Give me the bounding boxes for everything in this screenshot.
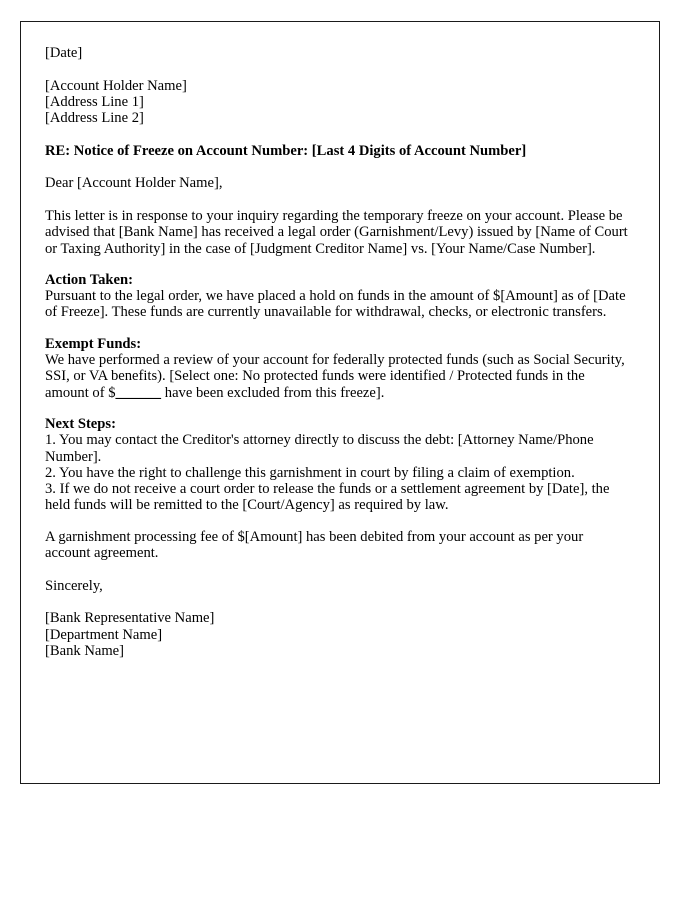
- exempt-funds-text-after-blank: have been excluded from this freeze].: [161, 384, 385, 401]
- document-page-border: [20, 21, 660, 784]
- recipient-name: [Account Holder Name]: [45, 77, 187, 94]
- section-body-action-taken: Pursuant to the legal order, we have placed a hold on funds in the amount of $[Amount] as of [Date of Freeze]. These funds are currently unavailable for withdrawal, checks, or electronic transfers.: [45, 288, 626, 321]
- spacer: [45, 321, 631, 336]
- recipient-address-line-1: [Address Line 1]: [45, 93, 144, 110]
- fee-paragraph: A garnishment processing fee of $[Amount] has been debited from your account as per your account agreement.: [45, 528, 584, 562]
- spacer: [45, 126, 631, 142]
- spacer: [45, 561, 631, 577]
- spacer: [45, 401, 631, 416]
- salutation: Dear [Account Holder Name],: [45, 175, 223, 192]
- signature-department-name: [Department Name]: [45, 626, 163, 643]
- section-exempt-funds: [45, 336, 631, 401]
- spacer: [45, 61, 631, 77]
- signature-representative-name: [Bank Representative Name]: [45, 610, 215, 627]
- spacer: [45, 514, 631, 529]
- next-steps-item: 3. If we do not receive a court order to release the funds or a settlement agreement by [Date], the held funds will be remitted to the [Court/Agency] as required by law.: [45, 481, 610, 514]
- date-placeholder: [Date]: [45, 45, 83, 61]
- section-heading-next-steps: Next Steps:: [45, 415, 116, 432]
- recipient-address-line-2: [Address Line 2]: [45, 110, 144, 127]
- letter-body: [45, 45, 631, 659]
- closing-salutation: Sincerely,: [45, 577, 103, 594]
- exempt-funds-text-before-blank: We have performed a review of your account for federally protected funds (such as Social Security, SSI, or VA benefits). [Select one: No protected funds were identified / Protected funds in the amount of $: [45, 352, 625, 401]
- signature-bank-name: [Bank Name]: [45, 642, 125, 659]
- section-body-exempt-funds: [45, 352, 631, 401]
- spacer: [45, 159, 631, 175]
- spacer: [45, 594, 631, 610]
- intro-paragraph: This letter is in response to your inquiry regarding the temporary freeze on your account. Please be advised that [Bank Name] has received a legal order (Garnishment/Levy) issued by [Name of Court or Taxing Authority] in the case of [Judgment Creditor Name] vs. [Your Name/Case Number].: [45, 207, 628, 257]
- next-steps-item: 1. You may contact the Creditor's attorney directly to discuss the debt: [Attorney Name/Phone Number].: [45, 432, 594, 465]
- section-heading-action-taken: Action Taken:: [45, 271, 133, 288]
- spacer: [45, 192, 631, 208]
- spacer: [45, 257, 631, 272]
- recipient-address-block: [45, 78, 631, 127]
- signature-block: [45, 610, 631, 659]
- next-steps-item: 2. You have the right to challenge this garnishment in court by filing a claim of exemption.: [45, 464, 575, 481]
- section-heading-exempt-funds: Exempt Funds:: [45, 335, 142, 352]
- section-action-taken: [45, 272, 631, 321]
- exempt-amount-blank-field[interactable]: ______: [115, 384, 162, 401]
- subject-line: RE: Notice of Freeze on Account Number: [Last 4 Digits of Account Number]: [45, 142, 527, 159]
- section-next-steps: [45, 416, 631, 514]
